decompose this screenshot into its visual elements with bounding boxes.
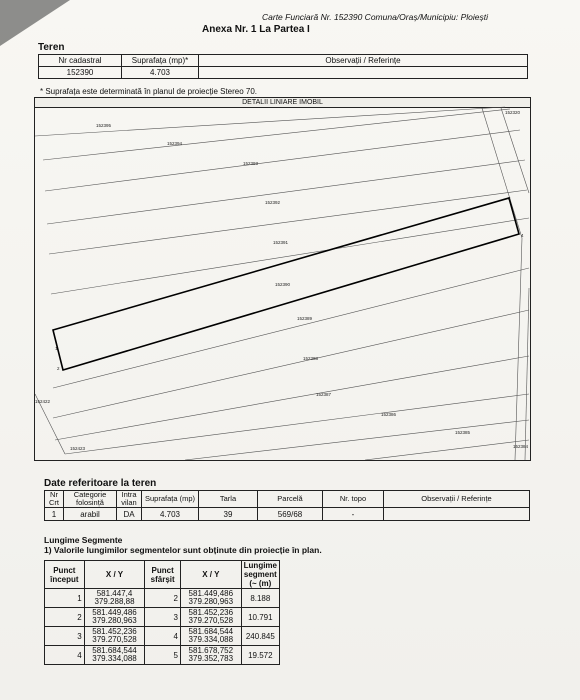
cell-start: 2 bbox=[45, 608, 85, 627]
point-label: 2 bbox=[57, 366, 60, 371]
cell-len: 8.188 bbox=[241, 589, 279, 608]
parcel-label: 152389 bbox=[297, 316, 313, 321]
teren-row bbox=[39, 67, 528, 79]
anexa-title: Anexa Nr. 1 La Partea I bbox=[202, 24, 310, 35]
segment-row bbox=[45, 646, 280, 665]
parcel-label: 152388 bbox=[303, 356, 319, 361]
lungime-subtitle: 1) Valorile lungimilor segmentelor sunt obținute din proiecție în plan. bbox=[44, 545, 322, 555]
lungime-title: Lungime Segmente bbox=[44, 535, 123, 545]
date-teren-header-row bbox=[45, 491, 530, 508]
teren-title: Teren bbox=[38, 42, 65, 53]
suprafata-note: * Suprafața este determinată în planul de proiecție Stereo 70. bbox=[40, 87, 258, 96]
col-nr-topo: Nr. topo bbox=[323, 491, 384, 508]
parcel-label: 152423 bbox=[70, 446, 86, 451]
line-b bbox=[43, 109, 510, 160]
col-observatii: Observații / Referințe bbox=[199, 55, 528, 67]
col-nr-crt: Nr Crt bbox=[45, 491, 64, 508]
col-punct-sfarsit: Punct sfârșit bbox=[145, 561, 181, 589]
date-teren-table bbox=[44, 490, 530, 521]
parcel-label: 152390 bbox=[275, 282, 291, 287]
line-g bbox=[53, 268, 529, 388]
segmente-header-row bbox=[45, 561, 280, 589]
date-teren-title: Date referitoare la teren bbox=[44, 478, 157, 489]
road-lower-right bbox=[525, 288, 529, 460]
col-xy-end: X / Y bbox=[180, 561, 241, 589]
cell-nr-cadastral: 152390 bbox=[39, 67, 122, 79]
cell-start: 1 bbox=[45, 589, 85, 608]
cell-intravilan: DA bbox=[117, 508, 142, 521]
cell-nr-crt: 1 bbox=[45, 508, 64, 521]
segment-row bbox=[45, 608, 280, 627]
col-suprafata: Suprafața (mp) bbox=[142, 491, 199, 508]
cell-len: 10.791 bbox=[241, 608, 279, 627]
cell-observatii bbox=[384, 508, 530, 521]
plan-title: DETALII LINIARE IMOBIL bbox=[35, 98, 530, 108]
line-j bbox=[65, 394, 529, 454]
cell-xy-end: 581.684,544 379.334,088 bbox=[180, 627, 241, 646]
segmente-table bbox=[44, 560, 280, 665]
cell-end: 4 bbox=[145, 627, 181, 646]
col-observatii: Observații / Referințe bbox=[384, 491, 530, 508]
line-i bbox=[55, 356, 529, 440]
cell-xy-start: 581.684,544 379.334,088 bbox=[84, 646, 145, 665]
road-left bbox=[482, 108, 522, 238]
cell-suprafata: 4.703 bbox=[142, 508, 199, 521]
teren-header-row bbox=[39, 55, 528, 67]
road-right bbox=[501, 108, 529, 193]
cell-tarla: 39 bbox=[199, 508, 258, 521]
cell-xy-start: 581.447,4 379.288,88 bbox=[84, 589, 145, 608]
line-l bbox=[365, 440, 529, 460]
parcel-label: 152386 bbox=[381, 412, 397, 417]
parcel-label: 152384 bbox=[513, 444, 529, 449]
point-label: 4 bbox=[521, 233, 524, 238]
col-suprafata: Suprafața (mp)* bbox=[122, 55, 199, 67]
cell-xy-start: 581.452,236 379.270,528 bbox=[84, 627, 145, 646]
folded-corner bbox=[0, 0, 70, 46]
line-c bbox=[45, 130, 520, 191]
col-punct-inceput: Punct început bbox=[45, 561, 85, 589]
parcel-label: 152320 bbox=[505, 110, 521, 115]
cell-suprafata: 4.703 bbox=[122, 67, 199, 79]
col-xy-start: X / Y bbox=[84, 561, 145, 589]
segment-row bbox=[45, 589, 280, 608]
cell-categorie: arabil bbox=[64, 508, 117, 521]
carte-funciara-header: Carte Funciară Nr. 152390 Comuna/Oraș/Municipiu: Ploiești bbox=[262, 12, 488, 22]
col-categorie: Categorie folosință bbox=[64, 491, 117, 508]
point-label: 3 bbox=[508, 196, 511, 201]
parcel-label: 152422 bbox=[35, 399, 51, 404]
col-parcela: Parcelă bbox=[258, 491, 323, 508]
cell-xy-end: 581.678,752 379.352,783 bbox=[180, 646, 241, 665]
cell-start: 4 bbox=[45, 646, 85, 665]
segment-row bbox=[45, 627, 280, 646]
cell-len: 240.845 bbox=[241, 627, 279, 646]
cell-observatii bbox=[199, 67, 528, 79]
point-label: 1 bbox=[55, 346, 58, 351]
cell-parcela: 569/68 bbox=[258, 508, 323, 521]
parcel-label: 152395 bbox=[96, 123, 112, 128]
plan-drawing bbox=[35, 98, 530, 460]
parcel-label: 152394 bbox=[167, 141, 183, 146]
col-nr-cadastral: Nr cadastral bbox=[39, 55, 122, 67]
cell-xy-start: 581.449,486 379.280,963 bbox=[84, 608, 145, 627]
cell-end: 2 bbox=[145, 589, 181, 608]
parcel-plan bbox=[34, 97, 531, 461]
teren-table bbox=[38, 54, 528, 79]
line-a bbox=[35, 107, 505, 136]
cell-len: 19.572 bbox=[241, 646, 279, 665]
col-tarla: Tarla bbox=[199, 491, 258, 508]
cell-end: 5 bbox=[145, 646, 181, 665]
line-h bbox=[53, 310, 529, 418]
parcel-label: 152387 bbox=[316, 392, 332, 397]
cell-end: 3 bbox=[145, 608, 181, 627]
parcel-label: 152392 bbox=[265, 200, 281, 205]
col-intravilan: Intra vilan bbox=[117, 491, 142, 508]
parcel-label: 152393 bbox=[243, 161, 259, 166]
parcel-label: 152385 bbox=[455, 430, 471, 435]
line-k bbox=[185, 420, 529, 460]
cell-xy-end: 581.452,236 379.270,528 bbox=[180, 608, 241, 627]
cell-xy-end: 581.449,486 379.280,963 bbox=[180, 589, 241, 608]
cell-start: 3 bbox=[45, 627, 85, 646]
parcel-label: 152391 bbox=[273, 240, 289, 245]
date-teren-row bbox=[45, 508, 530, 521]
cell-nr-topo: - bbox=[323, 508, 384, 521]
col-lungime: Lungime segment (~ (m) bbox=[241, 561, 279, 589]
